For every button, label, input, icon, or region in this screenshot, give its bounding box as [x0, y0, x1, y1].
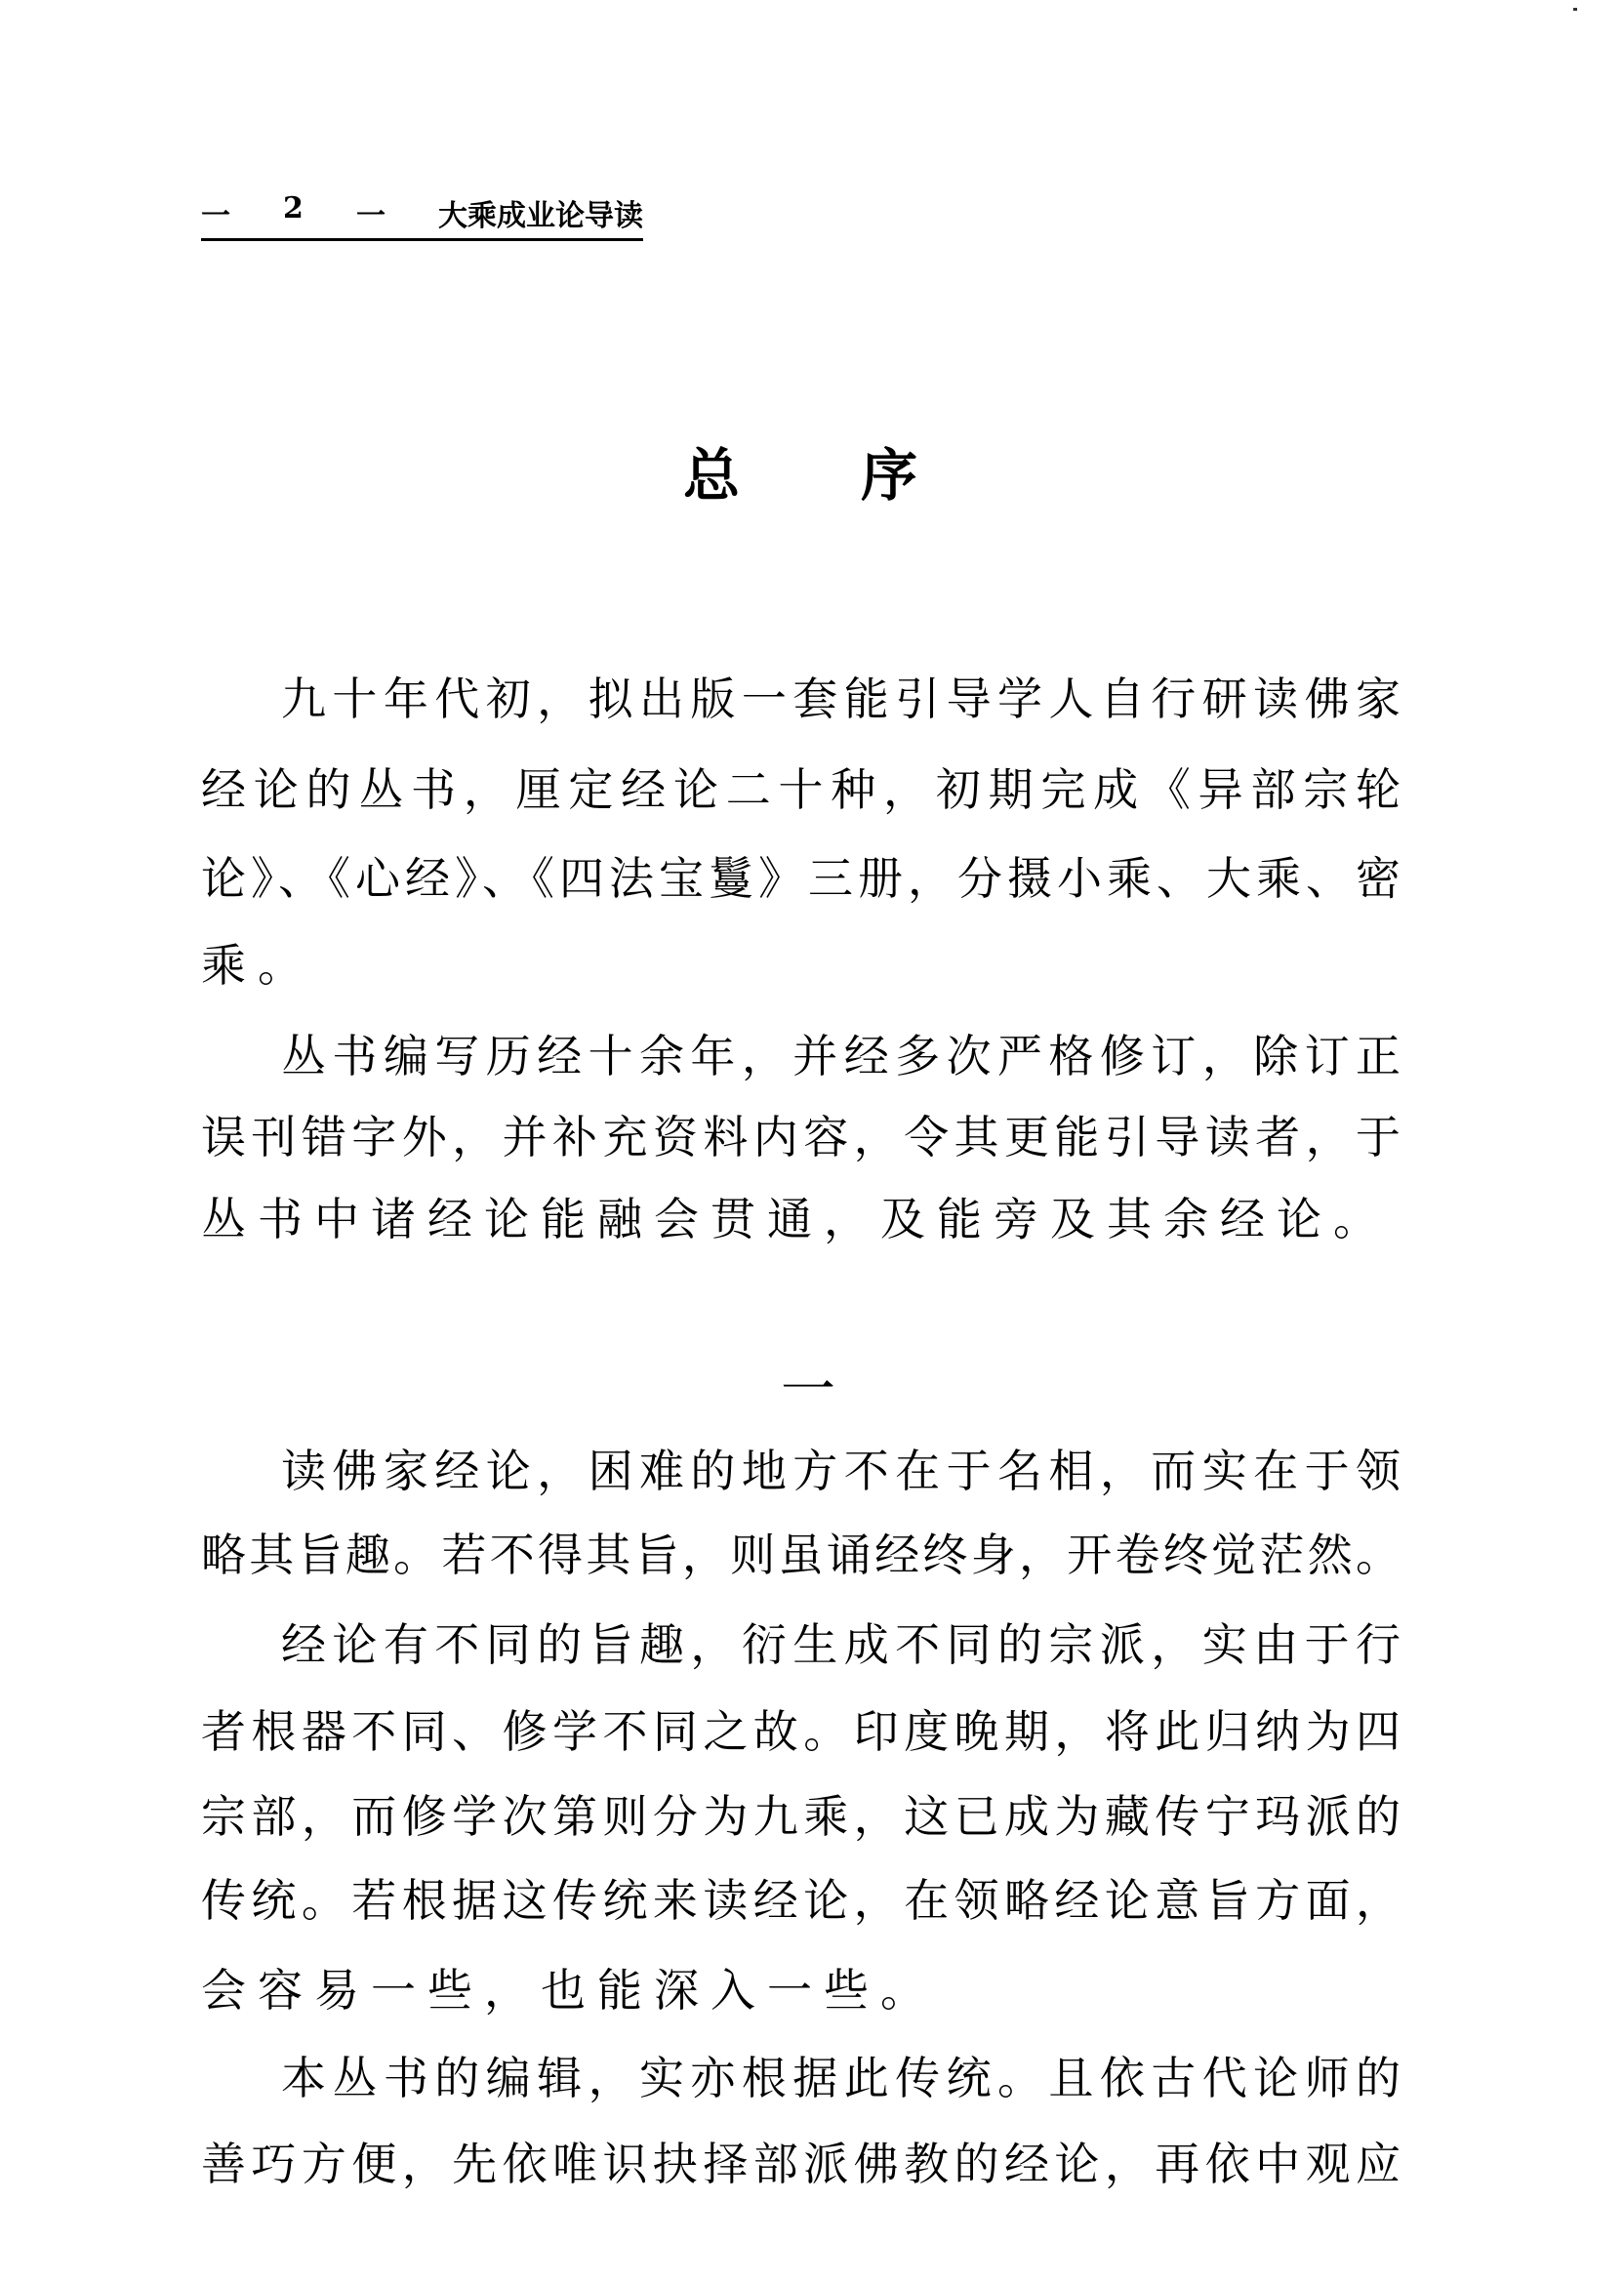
header-dash: 一: [355, 199, 386, 233]
text-line: 经论有不同的旨趣，衍生成不同的宗派，实由于行: [281, 1618, 1401, 1671]
text-line: 经论的丛书，厘定经论二十种，初期完成《异部宗轮: [201, 763, 1401, 816]
page-title: [683, 429, 917, 511]
text-line: 会容易一些，也能深入一些。: [201, 1964, 937, 2017]
text-line: 宗部，而修学次第则分为九乘，这已成为藏传宁玛派的: [201, 1790, 1401, 1843]
page-number: 2: [283, 191, 304, 225]
text-line: 者根器不同、修学不同之故。印度晚期，将此归纳为四: [201, 1705, 1401, 1758]
text-line: 略其旨趣。若不得其旨，则虽诵经终身，开卷终觉茫然。: [201, 1529, 1401, 1581]
text-line: 误刊错字外，并补充资料内容，令其更能引导读者，于: [201, 1111, 1401, 1163]
text-line: 乘。: [201, 939, 314, 992]
text-line: 九十年代初，拟出版一套能引导学人自行研读佛家: [281, 673, 1401, 725]
running-header: [201, 191, 643, 241]
text-line: 论》、《心经》、《四法宝鬘》三册，分摄小乘、大乘、密: [201, 852, 1401, 905]
text-line: 丛书编写历经十余年，并经多次严格修订，除订正: [281, 1030, 1401, 1082]
text-line: 读佛家经论，困难的地方不在于名相，而实在于领: [281, 1445, 1401, 1497]
text-line: 善巧方便，先依唯识抉择部派佛教的经论，再依中观应: [201, 2138, 1401, 2190]
text-line: 丛书中诸经论能融会贯通，及能旁及其余经论。: [201, 1193, 1390, 1245]
scan-speck: [1573, 8, 1577, 11]
text-line: 本丛书的编辑，实亦根据此传统。且依古代论师的: [281, 2052, 1401, 2104]
title-char: 总: [683, 442, 741, 509]
section-number: 一: [781, 1359, 835, 1422]
text-line: 传统。若根据这传统来读经论，在领略经论意旨方面，: [201, 1874, 1401, 1927]
header-dash: 一: [201, 199, 230, 233]
title-char: 序: [860, 442, 917, 509]
book-title: 大乘成业论导读: [437, 199, 643, 233]
